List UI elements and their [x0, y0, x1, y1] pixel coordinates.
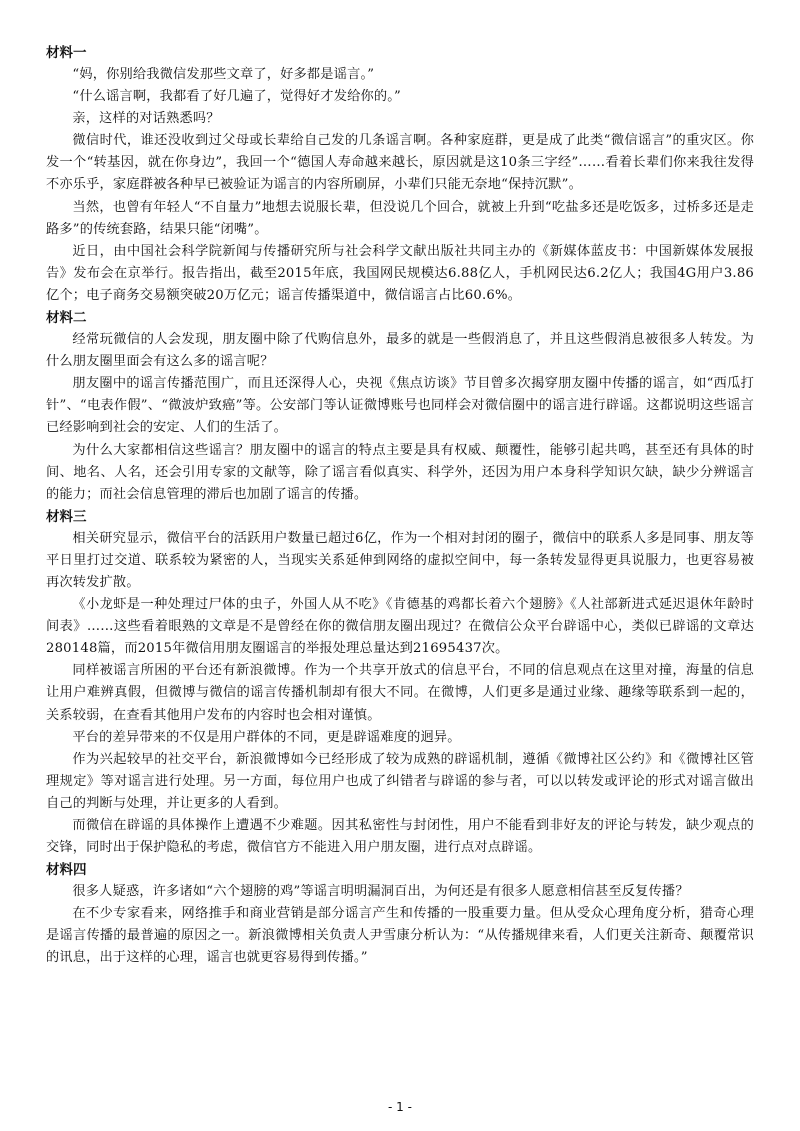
paragraph: “什么谣言啊，我都看了好几遍了，觉得好才发给你的。” — [72, 89, 401, 105]
paragraph: 近日，由中国社会科学院新闻与传播研究所与社会科学文献出版社共同主办的《新媒体蓝皮书：中国新媒体发展报告》发布会在京举行。报告指出，截至2015年底，我国网民规模达6.88亿人，手机网民达6.2亿人；我国4G用户3.86亿个；电子商务交易额突破20万亿元；谣言传播渠道中，微信谣言占比60.6%。 — [46, 243, 754, 303]
paragraph: “妈，你别给我微信发那些文章了，好多都是谣言。” — [72, 67, 375, 82]
paragraph: 当然，也曾有年轻人“不自量力”地想去说服长辈，但没说几个回合，就被上升到“吃盐多还是吃饭多，过桥多还是走路多”的传统套路，结果只能“闭嘴”。 — [46, 199, 754, 237]
paragraph: 亲，这样的对话熟悉吗？ — [72, 111, 220, 127]
paragraph: 为什么大家都相信这些谣言？朋友圈中的谣言的特点主要是具有权威、颠覆性，能够引起共鸣，甚至还有具体的时间、地名、人名，还会引用专家的文献等，除了谣言看似真实、科学外，还因为用户本身科学知识欠缺，缺少分辨谣言的能力；而社会信息管理的滞后也加剧了谣言的传播。 — [46, 442, 754, 502]
paragraph: 在不少专家看来，网络推手和商业营销是部分谣言产生和传播的一股重要力量。但从受众心理角度分析，猎奇心理是谣言传播的最普遍的原因之一。新浪微博相关负责人尹雪康分析认为：“从传播规律来看，人们更关注新奇、颠覆常识的讯息，出于这样的心理，谣言也就更容易得到传播。” — [46, 906, 754, 966]
section-material-3 — [46, 506, 754, 859]
section-material-2 — [46, 307, 754, 506]
paragraph: 经常玩微信的人会发现，朋友圈中除了代购信息外，最多的就是一些假消息了，并且这些假消息被很多人转发。为什么朋友圈里面会有这么多的谣言呢？ — [46, 332, 754, 370]
section-heading: 材料一 — [46, 45, 87, 61]
page-number: - 1 - — [388, 1100, 412, 1114]
section-heading: 材料三 — [46, 508, 87, 525]
paragraph: 而微信在辟谣的具体操作上遭遇不少难题。因其私密性与封闭性，用户不能看到非好友的评论与转发，缺少观点的交锋，同时出于保护隐私的考虑，微信官方不能进入用户朋友圈，进行点对点辟谣。 — [46, 818, 754, 856]
section-material-1 — [46, 42, 754, 307]
section-heading: 材料四 — [46, 862, 87, 879]
paragraph: 朋友圈中的谣言传播范围广，而且还深得人心，央视《焦点访谈》节目曾多次揭穿朋友圈中传播的谣言，如“西瓜打针”、“电表作假”、“微波炉致癌”等。公安部门等认证微博账号也同样会对微信圈中的谣言进行辟谣。这都说明这些谣言已经影响到社会的安定、人们的生活了。 — [46, 376, 754, 436]
section-material-4 — [46, 859, 754, 969]
paragraph: 平台的差异带来的不仅是用户群体的不同，更是辟谣难度的迥异。 — [72, 729, 461, 745]
paragraph: 同样被谣言所困的平台还有新浪微博。作为一个共享开放式的信息平台，不同的信息观点在这里对撞，海量的信息让用户难辨真假，但微博与微信的谣言传播机制却有很大不同。在微博，人们更多是通过业缘、趣缘等联系到一起的，关系较弱，在查看其他用户发布的内容时也会相对谨慎。 — [46, 663, 754, 723]
paragraph: 《小龙虾是一种处理过尸体的虫子，外国人从不吃》《肯德基的鸡都长着六个翅膀》《人社部新进式延迟退休年龄时间表》……这些看着眼熟的文章是不是曾经在你的微信朋友圈出现过？在微信公众平台辟谣中心，类似已辟谣的文章达280148篇，而2015年微信用朋友圈谣言的举报处理总量达到21695437次。 — [46, 597, 754, 657]
paragraph: 相关研究显示，微信平台的活跃用户数量已超过6亿，作为一个相对封闭的圈子，微信中的联系人多是同事、朋友等平日里打过交道、联系较为紧密的人，当现实关系延伸到网络的虚拟空间中，每一条转发显得更具说服力，也更容易被再次转发扩散。 — [46, 530, 754, 590]
paragraph: 作为兴起较早的社交平台，新浪微博如今已经形成了较为成熟的辟谣机制，遵循《微博社区公约》和《微博社区管理规定》等对谣言进行处理。另一方面，每位用户也成了纠错者与辟谣的参与者，可以以转发或评论的形式对谣言做出自己的判断与处理，并让更多的人看到。 — [46, 751, 754, 811]
paragraph: 微信时代，谁还没收到过父母或长辈给自己发的几条谣言啊。各种家庭群，更是成了此类“微信谣言”的重灾区。你发一个“转基因，就在你身边”，我回一个“德国人寿命越来越长，原因就是这10条三字经”……看着长辈们你来我往发得不亦乐乎，家庭群被各种早已被验证为谣言的内容所刷屏，小辈们只能无奈地“保持沉默”。 — [46, 133, 754, 193]
section-heading: 材料二 — [46, 310, 87, 327]
paragraph: 很多人疑惑，许多诸如“六个翅膀的鸡”等谣言明明漏洞百出，为何还是有很多人愿意相信甚至反复传播？ — [72, 884, 689, 900]
